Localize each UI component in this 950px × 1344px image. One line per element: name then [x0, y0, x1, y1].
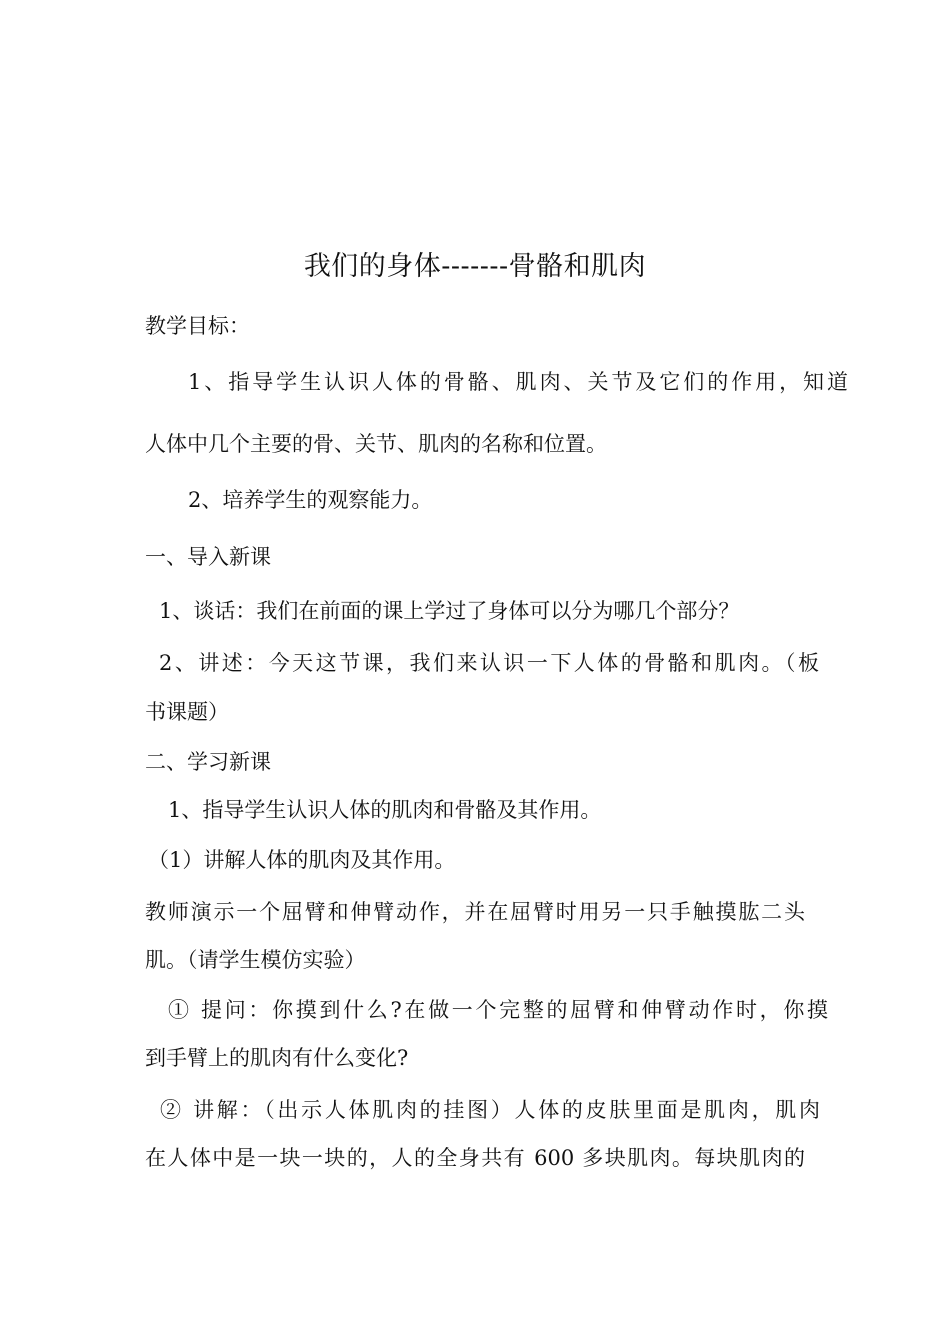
section-heading-new-lesson: 二、学习新课 — [145, 750, 271, 774]
paragraph-line: 书课题） — [145, 700, 229, 724]
paragraph-line: 教师演示一个屈臂和伸臂动作，并在屈臂时用另一只手触摸肱二头 — [145, 900, 805, 924]
paragraph-line: 1、谈话：我们在前面的课上学过了身体可以分为哪几个部分？ — [159, 599, 740, 623]
section-heading-objectives: 教学目标： — [145, 314, 250, 338]
paragraph-line: 2、讲述：今天这节课，我们来认识一下人体的骨骼和肌肉。（板 — [159, 651, 819, 675]
paragraph-line: （1）讲解人体的肌肉及其作用。 — [148, 848, 456, 872]
section-heading-intro: 一、导入新课 — [145, 545, 271, 569]
paragraph-line: ① 提问：你摸到什么?在做一个完整的屈臂和伸臂动作时，你摸 — [168, 998, 828, 1022]
paragraph-line: 人体中几个主要的骨、关节、肌肉的名称和位置。 — [145, 432, 607, 456]
paragraph-line: 2、培养学生的观察能力。 — [188, 488, 433, 512]
paragraph-line: 1、指导学生认识人体的骨骼、肌肉、关节及它们的作用，知道 — [188, 370, 848, 394]
paragraph-line: ② 讲解：（出示人体肌肉的挂图）人体的皮肤里面是肌肉，肌肉 — [160, 1098, 820, 1122]
paragraph-line: 肌。（请学生模仿实验） — [145, 948, 366, 972]
paragraph-line: 到手臂上的肌肉有什么变化? — [145, 1046, 409, 1070]
page-title: 我们的身体-------骨骼和肌肉 — [303, 251, 647, 282]
paragraph-line: 1、指导学生认识人体的肌肉和骨骼及其作用。 — [168, 798, 602, 822]
paragraph-line: 在人体中是一块一块的，人的全身共有 600 多块肌肉。每块肌肉的 — [145, 1146, 805, 1170]
